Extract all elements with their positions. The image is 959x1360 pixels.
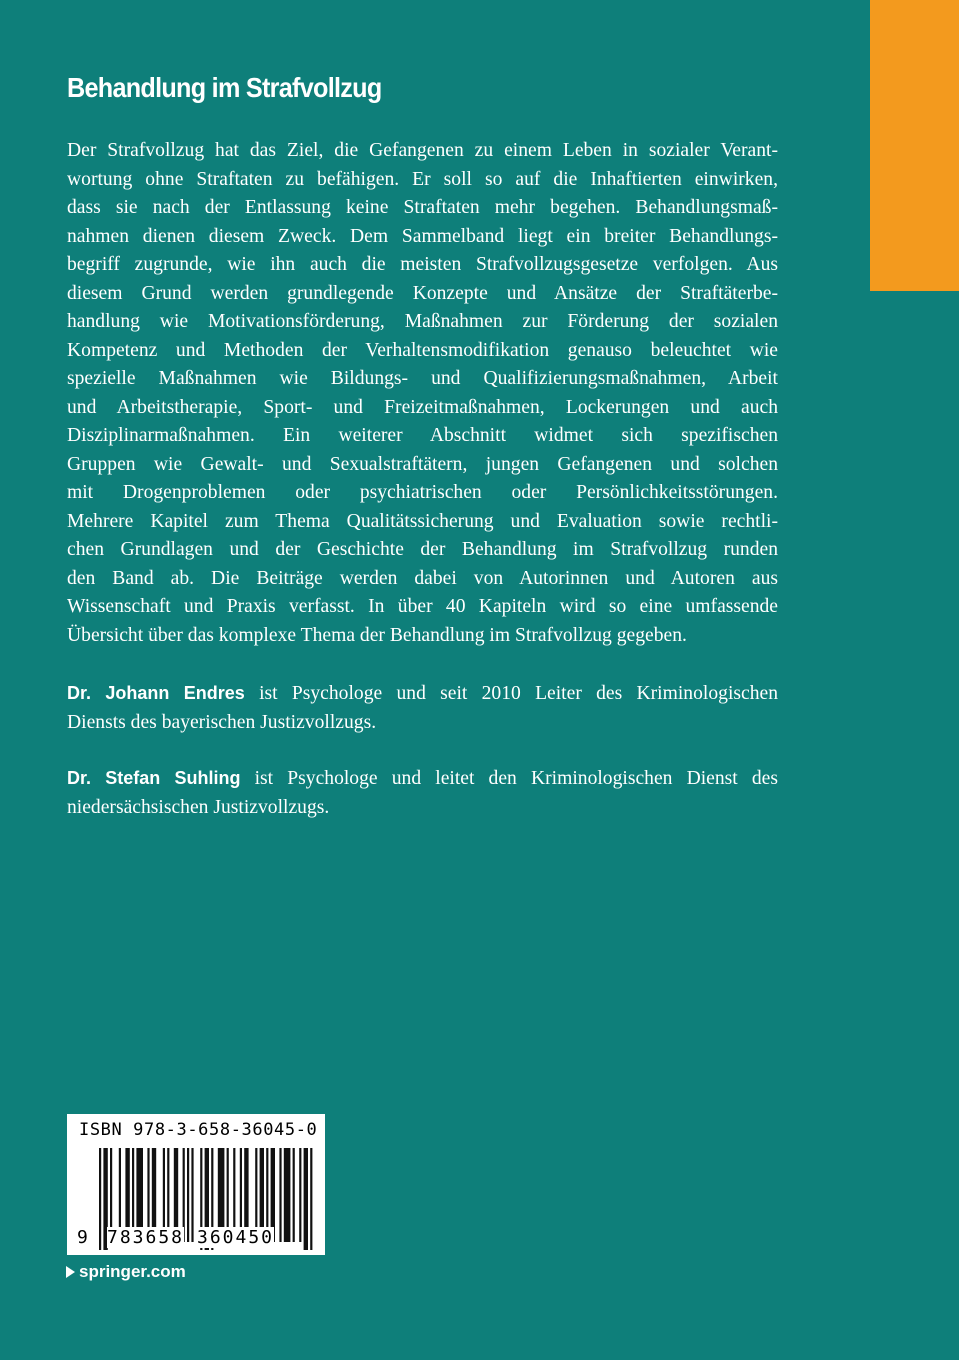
description-line: Mehrere Kapitel zum Thema Qualitätssicherung und Evaluation sowie rechtli- <box>67 510 778 532</box>
description <box>67 137 778 650</box>
description-line: chen Grundlagen und der Geschichte der Behandlung im Strafvollzug runden <box>67 539 778 560</box>
isbn-barcode <box>67 1114 325 1255</box>
description-line: und Arbeitstherapie, Sport- und Freizeitmaßnahmen, Lockerungen und auch <box>67 396 778 418</box>
barcode-bar <box>279 1148 281 1242</box>
barcode-bar <box>293 1148 295 1242</box>
description-line: Übersicht über das komplexe Thema der Behandlung im Strafvollzug gegeben. <box>67 624 687 646</box>
description-line: spezielle Maßnahmen wie Bildungs- und Qualifizierungsmaßnahmen, Arbeit <box>67 368 778 389</box>
description-line: handlung wie Motivationsförderung, Maßnahmen zur Förderung der sozialen <box>67 311 778 332</box>
barcode-bar <box>310 1148 312 1250</box>
author-bio-text: ist Psychologe und seit 2010 Leiter des Kriminologischen <box>244 683 778 704</box>
description-line: Gruppen wie Gewalt- und Sexualstraftätern, jungen Gefangenen und solchen <box>67 453 778 475</box>
barcode-bar <box>304 1148 308 1250</box>
description-line: Der Strafvollzug hat das Ziel, die Gefangenen zu einem Leben in sozialer Verant- <box>67 140 778 161</box>
barcode-bar <box>187 1148 189 1242</box>
author-name: Dr. Johann Endres <box>67 683 245 703</box>
description-line: mit Drogenproblemen oder psychiatrischen oder Persönlichkeitsstörungen. <box>67 482 778 503</box>
description-line: begriff zugrunde, wie ihn auch die meisten Strafvollzugsgesetze verfolgen. Aus <box>67 254 778 275</box>
description-line: nahmen dienen diesem Zweck. Dem Sammelband liegt ein breiter Behandlungs- <box>67 225 778 247</box>
arrow-right-icon <box>66 1266 75 1278</box>
book-title: Behandlung im Strafvollzug <box>67 72 382 103</box>
description-line: Kompetenz und Methoden der Verhaltensmodifikation genauso beleuchtet wie <box>67 339 778 361</box>
publisher-link-text: springer.com <box>79 1262 186 1281</box>
barcode-digits-right: 360450 <box>197 1227 275 1248</box>
author-name: Dr. Stefan Suhling <box>67 768 241 788</box>
description-line: Disziplinarmaßnahmen. Ein weiterer Abschnitt widmet sich spezifischen <box>67 425 778 446</box>
publisher-link[interactable] <box>66 1262 186 1282</box>
author-bio-text: niedersächsischen Justizvollzugs. <box>67 796 330 818</box>
description-line: den Band ab. Die Beiträge werden dabei von Autorinnen und Autoren aus <box>67 567 778 589</box>
barcode-bar <box>299 1148 301 1242</box>
barcode-digits-left: 783658 <box>107 1227 185 1248</box>
author-bio-endres <box>67 679 778 737</box>
description-line: Wissenschaft und Praxis verfasst. In über 40 Kapiteln wird so eine umfassende <box>67 596 778 617</box>
barcode-digit: 9 <box>77 1227 90 1248</box>
author-bio-text: ist Psychologe und leitet den Kriminologischen Dienst des <box>240 768 778 789</box>
description-line: wortung ohne Straftaten zu befähigen. Er soll so auf die Inhaftierten einwirken, <box>67 168 778 190</box>
description-line: dass sie nach der Entlassung keine Straftaten mehr begehen. Behandlungsmaß- <box>67 197 778 218</box>
author-bio-text: Diensts des bayerischen Justizvollzugs. <box>67 711 377 733</box>
barcode-bar <box>99 1148 101 1250</box>
author-bio-suhling <box>67 764 778 822</box>
barcode-bar <box>191 1148 193 1242</box>
isbn-label: ISBN 978-3-658-36045-0 <box>79 1120 318 1140</box>
orange-accent-tab <box>870 0 959 291</box>
description-line: diesem Grund werden grundlegende Konzepte und Ansätze der Straftäterbe- <box>67 282 778 304</box>
barcode-bar <box>284 1148 291 1242</box>
